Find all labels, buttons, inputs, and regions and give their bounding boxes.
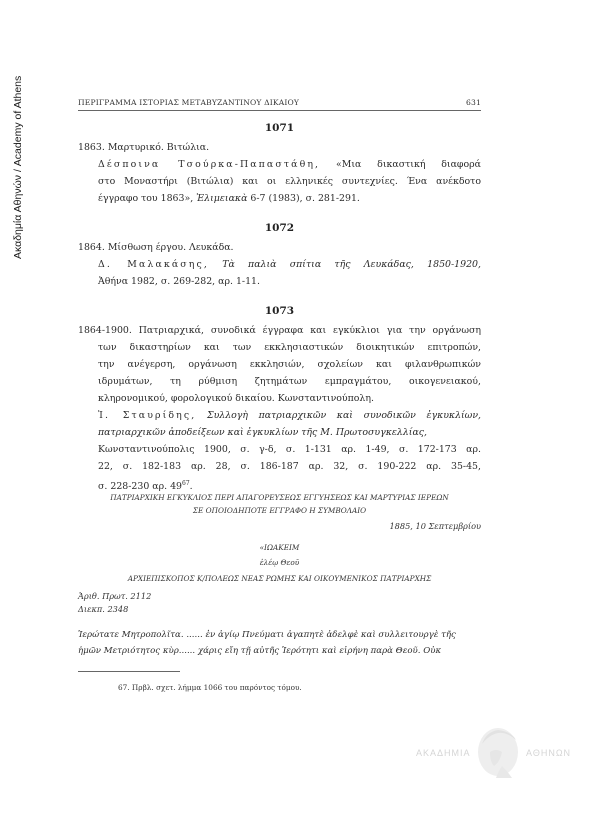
body-line: ἡμῶν Μετριότητος κὺρ...... χάρις εἴη τῇ αὐτῆς Ἱερότητι καὶ εἰρήνη παρὰ Θεοῦ. Οὐκ bbox=[78, 646, 442, 656]
footnote-divider bbox=[78, 671, 180, 672]
footnote-ref: 67 bbox=[182, 480, 190, 487]
grace-formula: ἐλέῳ Θεοῦ bbox=[259, 558, 300, 567]
entry-1071 bbox=[78, 139, 481, 207]
running-header-title: ΠΕΡΙΓΡΑΜΜΑ ΙΣΤΟΡΙΑΣ ΜΕΤΑΒΥΖΑΝΤΙΝΟΥ ΔΙΚΑΙΟΥ bbox=[78, 98, 300, 107]
entry-line: κληρονομικού, φορολογικού δικαίου. Κωνσταντινούπολη. bbox=[98, 393, 374, 404]
entry-line bbox=[78, 424, 481, 441]
dispatch-number: Διεκπ. 2348 bbox=[78, 604, 129, 614]
page-number: 631 bbox=[466, 98, 481, 107]
entry-line: ιδρυμάτων, τη ρύθμιση ζητημάτων εμπραγμάτου, οικογενειακού, bbox=[98, 376, 481, 387]
entry-heading: 1863. Μαρτυρικό. Βιτώλια. bbox=[78, 142, 210, 153]
document-salutation bbox=[78, 541, 481, 585]
entry-line bbox=[78, 256, 481, 273]
document-title-line: ΣΕ ΟΠΟΙΟΔΗΠΟΤΕ ΕΓΓΡΑΦΟ Η ΣΥΜΒΟΛΑΙΟ bbox=[192, 506, 367, 515]
protocol-numbers bbox=[78, 590, 151, 616]
entry-line: Ἀθήνα 1982, σ. 269-282, αρ. 1-11. bbox=[98, 276, 260, 287]
citation-text: έγγραφο του 1863», bbox=[98, 193, 197, 204]
body-line: Ἱερώτατε Μητροπολῖτα. ...... ἐν ἁγίῳ Πνεύματι ἀγαπητὲ ἀδελφὲ καὶ συλλειτουργὲ τῆς bbox=[78, 630, 456, 640]
footnote-text: . Πρβλ. σχετ. λήμμα 1066 του παρόντος τόμου. bbox=[127, 683, 302, 692]
entry-line: την ανέγερση, οργάνωση εκκλησιών, σχολείων και φιλανθρωπικών bbox=[98, 359, 481, 370]
entry-line: των δικαστηρίων και των εκκλησιαστικών διοικητικών επιτροπών, bbox=[98, 342, 481, 353]
header-divider bbox=[78, 110, 481, 111]
entry-line bbox=[78, 156, 481, 173]
running-header bbox=[78, 98, 481, 107]
journal-name: Ἐλιμειακὰ bbox=[196, 193, 248, 204]
document-date: 1885, 10 Σεπτεμβρίου bbox=[389, 521, 481, 531]
patriarch-title: ΑΡΧΙΕΠΙΣΚΟΠΟΣ Κ/ΠΟΛΕΩΣ ΝΕΑΣ ΡΩΜΗΣ ΚΑΙ ΟΙΚΟΥΜΕΝΙΚΟΣ ΠΑΤΡΙΑΡΧΗΣ bbox=[127, 574, 432, 583]
author-name: Ἰ. Σταυρίδης, bbox=[98, 410, 197, 421]
entry-1073 bbox=[78, 322, 481, 492]
citation-text: . bbox=[189, 481, 193, 493]
entry-1072 bbox=[78, 239, 481, 290]
citation-text: 6-7 (1983), σ. 281-291. bbox=[247, 193, 360, 204]
archive-side-label: Ακαδημία Αθηνών / Academy of Athens bbox=[12, 75, 24, 260]
document-title-line: ΠΑΤΡΙΑΡΧΙΚΗ ΕΓΚΥΚΛΙΟΣ ΠΕΡΙ ΑΠΑΓΟΡΕΥΣΕΩΣ ΕΓΓΥΗΣΕΩΣ ΚΑΙ ΜΑΡΤΥΡΙΑΣ ΙΕΡΕΩΝ bbox=[110, 493, 449, 502]
author-name: Δέσποινα Τσούρκα-Παπαστάθη, bbox=[98, 159, 321, 170]
document-body bbox=[78, 627, 481, 659]
footnote bbox=[118, 683, 302, 692]
entry-number-1071: 1071 bbox=[264, 122, 295, 134]
book-title: Τὰ παλιὰ σπίτια τῆς Λευκάδας, 1850-1920, bbox=[222, 259, 482, 270]
entry-line bbox=[78, 407, 481, 424]
author-name: Δ. Μαλακάσης, bbox=[98, 259, 209, 270]
citation-text: σ. 228-230 αρ. 49 bbox=[98, 481, 183, 493]
protocol-number: Ἀριθ. Πρωτ. 2112 bbox=[78, 591, 152, 601]
entry-line: 22, σ. 182-183 αρ. 28, σ. 186-187 αρ. 32, σ. 190-222 αρ. 35-45, bbox=[98, 461, 481, 472]
patriarch-name: «ΙΩΑΚΕΙΜ bbox=[259, 543, 300, 552]
book-title: Συλλογὴ πατριαρχικῶν καὶ συνοδικῶν ἐγκυκλίων, bbox=[206, 410, 482, 421]
footnote-number: 67 bbox=[118, 683, 128, 692]
logo-word-right: ΑΘΗΝΩΝ bbox=[526, 748, 572, 758]
entry-line: στο Μοναστήρι (Βιτώλια) και οι ελληνικές συντεχνίες. Ένα ανέκδοτο bbox=[98, 176, 481, 187]
logo-word-left: ΑΚΑΔΗΜΙΑ bbox=[416, 748, 471, 758]
article-title-start: «Μια δικαστική διαφορά bbox=[335, 159, 481, 170]
academy-watermark-logo bbox=[416, 722, 582, 782]
entry-heading: 1864-1900. Πατριαρχικά, συνοδικά έγγραφα και εγκύκλιοι για την οργάνωση bbox=[78, 325, 481, 336]
entry-heading: 1864. Μίσθωση έργου. Λευκάδα. bbox=[78, 242, 234, 253]
entry-line bbox=[78, 190, 481, 207]
athena-head-icon bbox=[472, 722, 524, 780]
entry-number-1073: 1073 bbox=[264, 305, 295, 317]
entry-line bbox=[78, 475, 481, 492]
document-title bbox=[78, 491, 481, 517]
entry-line: Κωνσταντινούπολις 1900, σ. γ-δ, σ. 1-131 αρ. 1-49, σ. 172-173 αρ. bbox=[98, 444, 481, 455]
book-title: πατριαρχικῶν ἀποδείξεων καὶ ἐγκυκλίων τῆς Μ. Πρωτοσυγκελλίας, bbox=[98, 427, 428, 438]
entry-number-1072: 1072 bbox=[264, 222, 295, 234]
